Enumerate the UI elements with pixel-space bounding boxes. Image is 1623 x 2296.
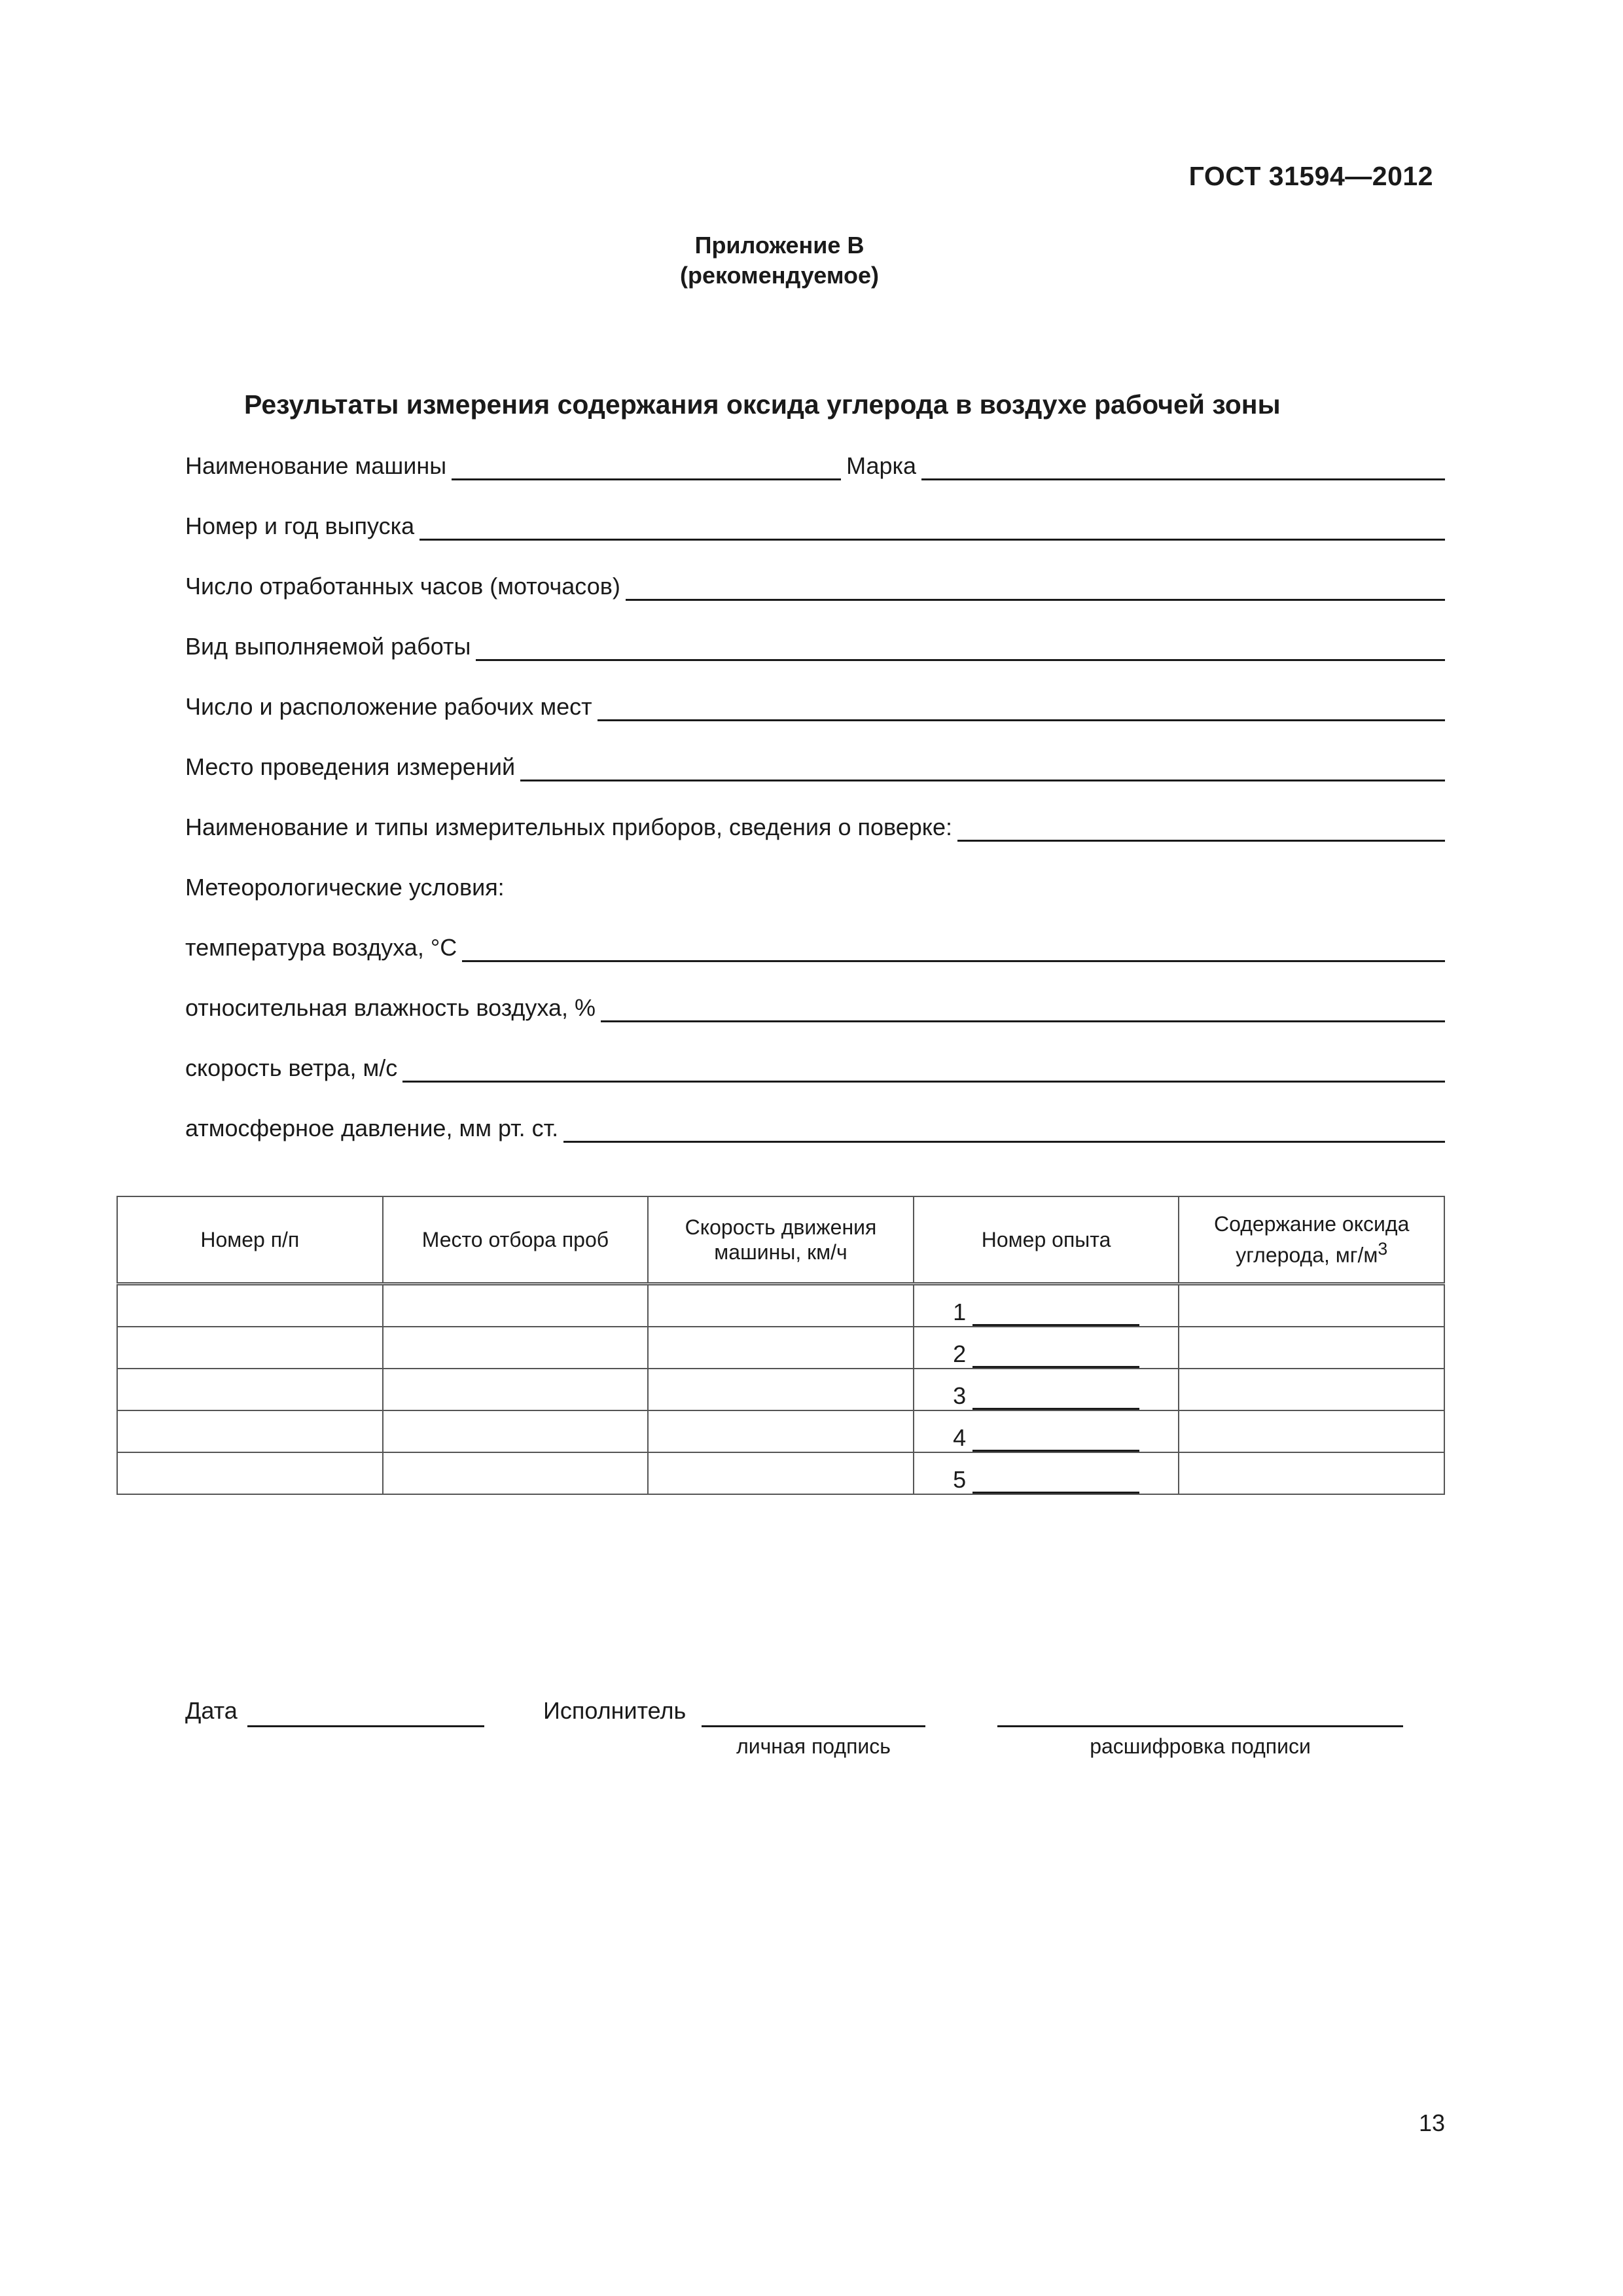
header-number: Номер п/п	[117, 1196, 383, 1284]
wind-label: скорость ветра, м/с	[185, 1054, 398, 1081]
table-cell[interactable]	[383, 1327, 649, 1369]
experiment-line[interactable]	[972, 1468, 1139, 1494]
work-type-line[interactable]	[476, 634, 1445, 661]
personal-signature-caption: личная подпись	[736, 1734, 891, 1758]
brand-label: Марка	[846, 452, 917, 479]
experiment-line[interactable]	[972, 1300, 1139, 1326]
workplaces-field[interactable]	[185, 689, 1445, 721]
number-year-line[interactable]	[419, 514, 1445, 541]
pressure-field[interactable]	[185, 1110, 1445, 1143]
table-cell[interactable]	[117, 1410, 383, 1452]
personal-signature-line[interactable]	[702, 1725, 925, 1727]
experiment-cell[interactable]	[914, 1452, 1179, 1494]
header-co-content: Содержание оксида углерода, $мг/м^3$	[1179, 1196, 1444, 1284]
humidity-field[interactable]	[185, 990, 1445, 1022]
experiment-line[interactable]	[972, 1426, 1139, 1452]
table-cell[interactable]	[383, 1369, 649, 1410]
experiment-number: 4	[953, 1424, 967, 1451]
hours-line[interactable]	[626, 574, 1445, 601]
results-table	[116, 1196, 1445, 1495]
table-cell[interactable]	[117, 1327, 383, 1369]
date-line[interactable]	[247, 1725, 484, 1727]
experiment-line[interactable]	[972, 1342, 1139, 1368]
table-cell[interactable]	[383, 1410, 649, 1452]
experiment-cell[interactable]	[914, 1327, 1179, 1369]
table-cell[interactable]	[383, 1452, 649, 1494]
meteo-heading: Метеорологические условия:	[185, 874, 505, 901]
table-cell[interactable]	[648, 1327, 914, 1369]
table-cell[interactable]	[1179, 1327, 1444, 1369]
instruments-line[interactable]	[957, 815, 1445, 842]
appendix-title: Приложение В	[694, 232, 865, 259]
machine-name-label: Наименование машины	[185, 452, 447, 479]
document-title: Результаты измерения содержания оксида углерода в воздухе рабочей зоны	[244, 389, 1281, 420]
workplaces-line[interactable]	[597, 694, 1445, 721]
work-type-label: Вид выполняемой работы	[185, 633, 471, 660]
standard-code: ГОСТ 31594—2012	[1188, 161, 1433, 191]
machine-name-line[interactable]	[452, 454, 841, 480]
appendix-subtitle: (рекомендуемое)	[680, 262, 879, 289]
table-cell[interactable]	[648, 1369, 914, 1410]
experiment-cell[interactable]	[914, 1369, 1179, 1410]
instruments-field[interactable]	[185, 809, 1445, 842]
experiment-number: 2	[953, 1340, 967, 1367]
table-cell[interactable]	[1179, 1369, 1444, 1410]
hours-field[interactable]	[185, 568, 1445, 601]
table-row	[117, 1410, 1444, 1452]
humidity-line[interactable]	[601, 996, 1445, 1022]
temperature-field[interactable]	[185, 929, 1445, 962]
experiment-cell[interactable]	[914, 1284, 1179, 1327]
table-cell[interactable]	[648, 1452, 914, 1494]
machine-name-field[interactable]	[185, 448, 1445, 480]
temperature-label: температура воздуха, °С	[185, 934, 457, 961]
table-cell[interactable]	[117, 1369, 383, 1410]
work-type-field[interactable]	[185, 628, 1445, 661]
table-cell[interactable]	[1179, 1284, 1444, 1327]
location-label: Место проведения измерений	[185, 753, 516, 780]
date-label: Дата	[185, 1697, 238, 1724]
header-sampling-place: Место отбора проб	[383, 1196, 649, 1284]
location-field[interactable]	[185, 749, 1445, 781]
experiment-number: 3	[953, 1382, 967, 1409]
signature-decoding-line[interactable]	[997, 1725, 1403, 1727]
table-cell[interactable]	[1179, 1452, 1444, 1494]
table-row	[117, 1284, 1444, 1327]
brand-line[interactable]	[921, 454, 1445, 480]
temperature-line[interactable]	[462, 935, 1445, 962]
table-cell[interactable]	[648, 1410, 914, 1452]
table-cell[interactable]	[117, 1284, 383, 1327]
table-cell[interactable]	[648, 1284, 914, 1327]
table-row	[117, 1369, 1444, 1410]
table-header-row	[117, 1196, 1444, 1284]
humidity-label: относительная влажность воздуха, %	[185, 994, 596, 1021]
table-cell[interactable]	[1179, 1410, 1444, 1452]
table-row	[117, 1452, 1444, 1494]
table-row	[117, 1327, 1444, 1369]
experiment-number: 5	[953, 1466, 967, 1493]
experiment-line[interactable]	[972, 1384, 1139, 1410]
header-speed: Скорость движения машины, км/ч	[648, 1196, 914, 1284]
hours-label: Число отработанных часов (моточасов)	[185, 573, 620, 600]
appendix-heading	[0, 230, 1559, 291]
header-experiment: Номер опыта	[914, 1196, 1179, 1284]
number-year-field[interactable]	[185, 508, 1445, 541]
executor-label: Исполнитель	[543, 1697, 687, 1724]
page-number: 13	[1418, 2109, 1445, 2136]
wind-line[interactable]	[402, 1056, 1445, 1083]
experiment-number: 1	[953, 1299, 967, 1325]
number-year-label: Номер и год выпуска	[185, 512, 415, 539]
pressure-label: атмосферное давление, мм рт. ст.	[185, 1115, 559, 1141]
table-cell[interactable]	[117, 1452, 383, 1494]
table-cell[interactable]	[383, 1284, 649, 1327]
location-line[interactable]	[520, 755, 1445, 781]
signature-decoding-caption: расшифровка подписи	[1090, 1734, 1311, 1758]
workplaces-label: Число и расположение рабочих мест	[185, 693, 592, 720]
instruments-label: Наименование и типы измерительных приборов, сведения о поверке:	[185, 814, 952, 840]
pressure-line[interactable]	[563, 1116, 1445, 1143]
experiment-cell[interactable]	[914, 1410, 1179, 1452]
wind-field[interactable]	[185, 1050, 1445, 1083]
